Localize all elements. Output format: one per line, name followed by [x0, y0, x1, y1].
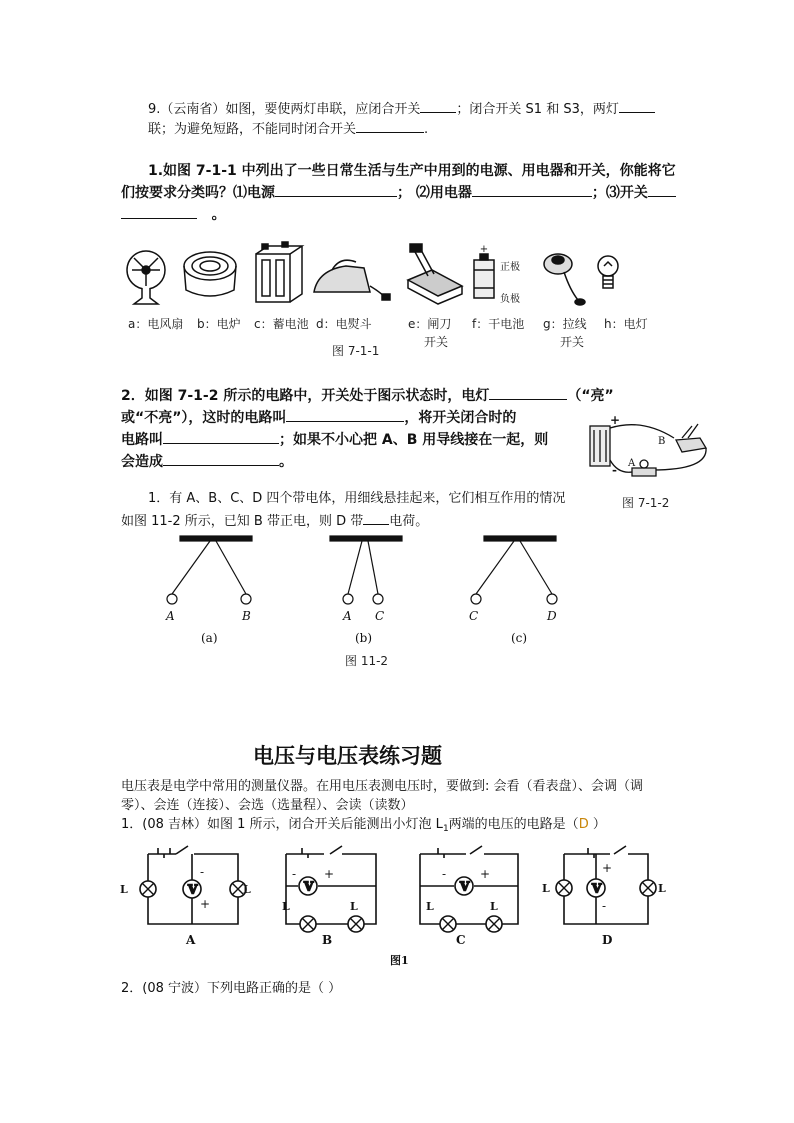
- support-bar-c: [484, 536, 556, 541]
- svg-text:+: +: [324, 867, 335, 881]
- label-a: A: [628, 458, 636, 469]
- pull-switch-icon: [544, 254, 585, 305]
- blank: [356, 118, 424, 133]
- blank: [286, 407, 404, 422]
- fig711-label-g: g：拉线: [543, 317, 587, 331]
- fig711-label-e2: 开关: [424, 335, 449, 349]
- q2-text4b: 。: [279, 454, 293, 470]
- q1a-text2a: 们按要求分类吗？⑴电源: [121, 185, 275, 201]
- fig711-label-g2: 开关: [560, 335, 585, 349]
- ball-label: C: [375, 609, 385, 623]
- q2-line1: [121, 385, 681, 407]
- q1a-text2b: ； ⑵用电器: [397, 185, 472, 201]
- svg-text:+: +: [200, 897, 211, 911]
- iron-icon: [314, 260, 390, 300]
- svg-text:-: -: [200, 865, 205, 879]
- ball-label: A: [166, 609, 175, 623]
- q2-text4a: 会造成: [121, 454, 163, 470]
- q2-line3: [121, 429, 548, 451]
- battery-negative-label: 负极: [500, 294, 520, 305]
- q2-line2: [121, 407, 516, 429]
- panel-tag: (c): [511, 631, 528, 645]
- blank: [619, 98, 655, 113]
- svg-text:L: L: [120, 883, 128, 896]
- q9-text1b: ；闭合开关 S1 和 S3，两灯: [456, 102, 619, 117]
- q9-text1: 9.（云南省）如图，要使两灯串联，应闭合开关: [148, 102, 421, 117]
- svg-text:+: +: [479, 244, 489, 255]
- voltage-q2: 2．(08 宁波）下列电路正确的是（ ）: [121, 981, 342, 996]
- blank: [275, 182, 397, 197]
- ball-label: A: [343, 609, 352, 623]
- svg-text:L: L: [658, 882, 666, 895]
- q2-text2b: ，将开关闭合时的: [404, 410, 517, 426]
- support-bar-a: [180, 536, 252, 541]
- panel-tag: (a): [201, 631, 218, 645]
- q2-text3b: ；如果不小心把 A、B 用导线接在一起，则: [279, 432, 549, 448]
- q1-text-post: 两端的电压的电路是（: [448, 817, 579, 832]
- fig711-label-e: e：闸刀: [408, 317, 452, 331]
- fig711-label-b: b：电炉: [197, 317, 241, 331]
- q9-line1: [148, 98, 708, 120]
- svg-text:-: -: [602, 899, 607, 913]
- fig711-label-f: f：干电池: [472, 317, 525, 331]
- q1a-line1: 1.如图 7-1-1 中列出了一些日常生活与生产中用到的电源、用电器和开关，你能将它: [148, 163, 676, 179]
- q9-line2: [148, 118, 708, 140]
- svg-text:L: L: [243, 883, 251, 896]
- q1b-text2b: 电荷。: [389, 514, 429, 529]
- q1b-text2a: 如图 11-2 所示，已知 B 带正电，则 D 带: [121, 514, 364, 529]
- svg-text:L: L: [350, 900, 358, 913]
- svg-text:-: -: [442, 867, 447, 881]
- blank: [489, 385, 567, 400]
- fig712-caption: 图 7-1-2: [622, 496, 670, 510]
- circuit-d: [542, 846, 666, 924]
- fig1-circuits: V L L - + - + L L - + L L L L + - A B C D 图1: [114, 833, 666, 967]
- ball-label: C: [469, 609, 479, 623]
- panel-tag: (b): [355, 631, 373, 645]
- fig112-caption: 图 11-2: [345, 654, 389, 668]
- q1-text: 1．(08 吉林）如图 1 所示，闭合开关后能测出小灯泡 L: [121, 817, 443, 832]
- section-title: 电压与电压表练习题: [253, 743, 442, 768]
- svg-text:L: L: [542, 882, 550, 895]
- fig711-label-c: c：蓄电池: [254, 317, 309, 331]
- stove-icon: [184, 252, 236, 296]
- q1a-text2c: ；⑶开关: [591, 185, 648, 201]
- q2-text1a: 2．如图 7-1-2 所示的电路中，开关处于图示状态时，电灯: [121, 388, 490, 404]
- fig112-pendulums: [150, 532, 580, 652]
- svg-text:+: +: [602, 861, 613, 875]
- circuit-letter: C: [456, 933, 466, 947]
- circuit-a: [120, 846, 251, 924]
- q1a-line3: [121, 204, 226, 226]
- circuit-letter: A: [186, 933, 196, 947]
- fan-icon: [127, 251, 165, 304]
- fig712-circuit: [582, 408, 712, 490]
- fig1-caption: 图1: [390, 954, 409, 967]
- blank: [420, 98, 456, 113]
- q1a-line2: [121, 182, 701, 204]
- q2-text2a: 或“不亮”），这时的电路叫: [121, 410, 287, 426]
- blank: [648, 182, 676, 197]
- svg-text:L: L: [426, 900, 434, 913]
- fig711-drawings: [118, 240, 678, 310]
- blank: [121, 204, 197, 219]
- subscript: 1: [442, 824, 449, 834]
- answer-text: D: [578, 817, 589, 832]
- circuit-letter: B: [322, 933, 333, 947]
- blank: [472, 182, 592, 197]
- switch-icon: [676, 438, 706, 452]
- fig711-label-a: a：电风扇: [128, 317, 184, 331]
- light-bulb-icon: [598, 256, 618, 288]
- blank: [163, 451, 279, 466]
- circuit-c: [420, 846, 518, 932]
- q1b-line2: [121, 510, 428, 532]
- support-bar-b: [330, 536, 402, 541]
- lamp-icon: [640, 460, 648, 468]
- circuit-b: [282, 846, 376, 932]
- q2-text1b: （“亮”: [567, 388, 614, 404]
- fig711-caption: 图 7-1-1: [332, 344, 380, 358]
- voltage-intro1: 电压表是电学中常用的测量仪器。在用电压表测电压时，要做到: 会看（看表盘）、会调（调: [121, 779, 644, 794]
- ball-label: B: [242, 609, 251, 623]
- circuit-letter: D: [602, 933, 613, 947]
- blank: [363, 510, 389, 525]
- q1b-line1: 1．有 A、B、C、D 四个带电体，用细线悬挂起来，它们相互作用的情况: [148, 491, 566, 506]
- storage-battery-icon: [256, 242, 302, 302]
- svg-text:L: L: [490, 900, 498, 913]
- ball-label: D: [547, 609, 557, 623]
- blank: [163, 429, 279, 444]
- voltage-intro2: 零）、会连（连接）、会选（选量程）、会读（读数）: [121, 798, 414, 813]
- lamp-holder-icon: [632, 468, 656, 476]
- dry-cell-icon: [474, 244, 494, 298]
- plus-label: +: [610, 413, 621, 427]
- label-b: B: [658, 436, 666, 447]
- svg-text:L: L: [282, 900, 290, 913]
- fig711-label-d: d：电熨斗: [316, 317, 372, 331]
- knife-switch-icon: [408, 244, 462, 304]
- q9-end: .: [424, 122, 429, 137]
- svg-text:+: +: [480, 867, 491, 881]
- fig711-label-h: h：电灯: [604, 317, 648, 331]
- svg-text:-: -: [292, 867, 297, 881]
- minus-label: -: [612, 463, 617, 477]
- q1-close: ）: [588, 817, 606, 832]
- q2-text3a: 电路叫: [121, 432, 163, 448]
- battery-positive-label: 正极: [500, 262, 520, 273]
- voltage-q1: [121, 815, 606, 839]
- q2-line4: [121, 451, 293, 473]
- q1a-end: 。: [211, 207, 226, 223]
- q9-text2: 联；为避免短路，不能同时闭合开关: [148, 122, 357, 137]
